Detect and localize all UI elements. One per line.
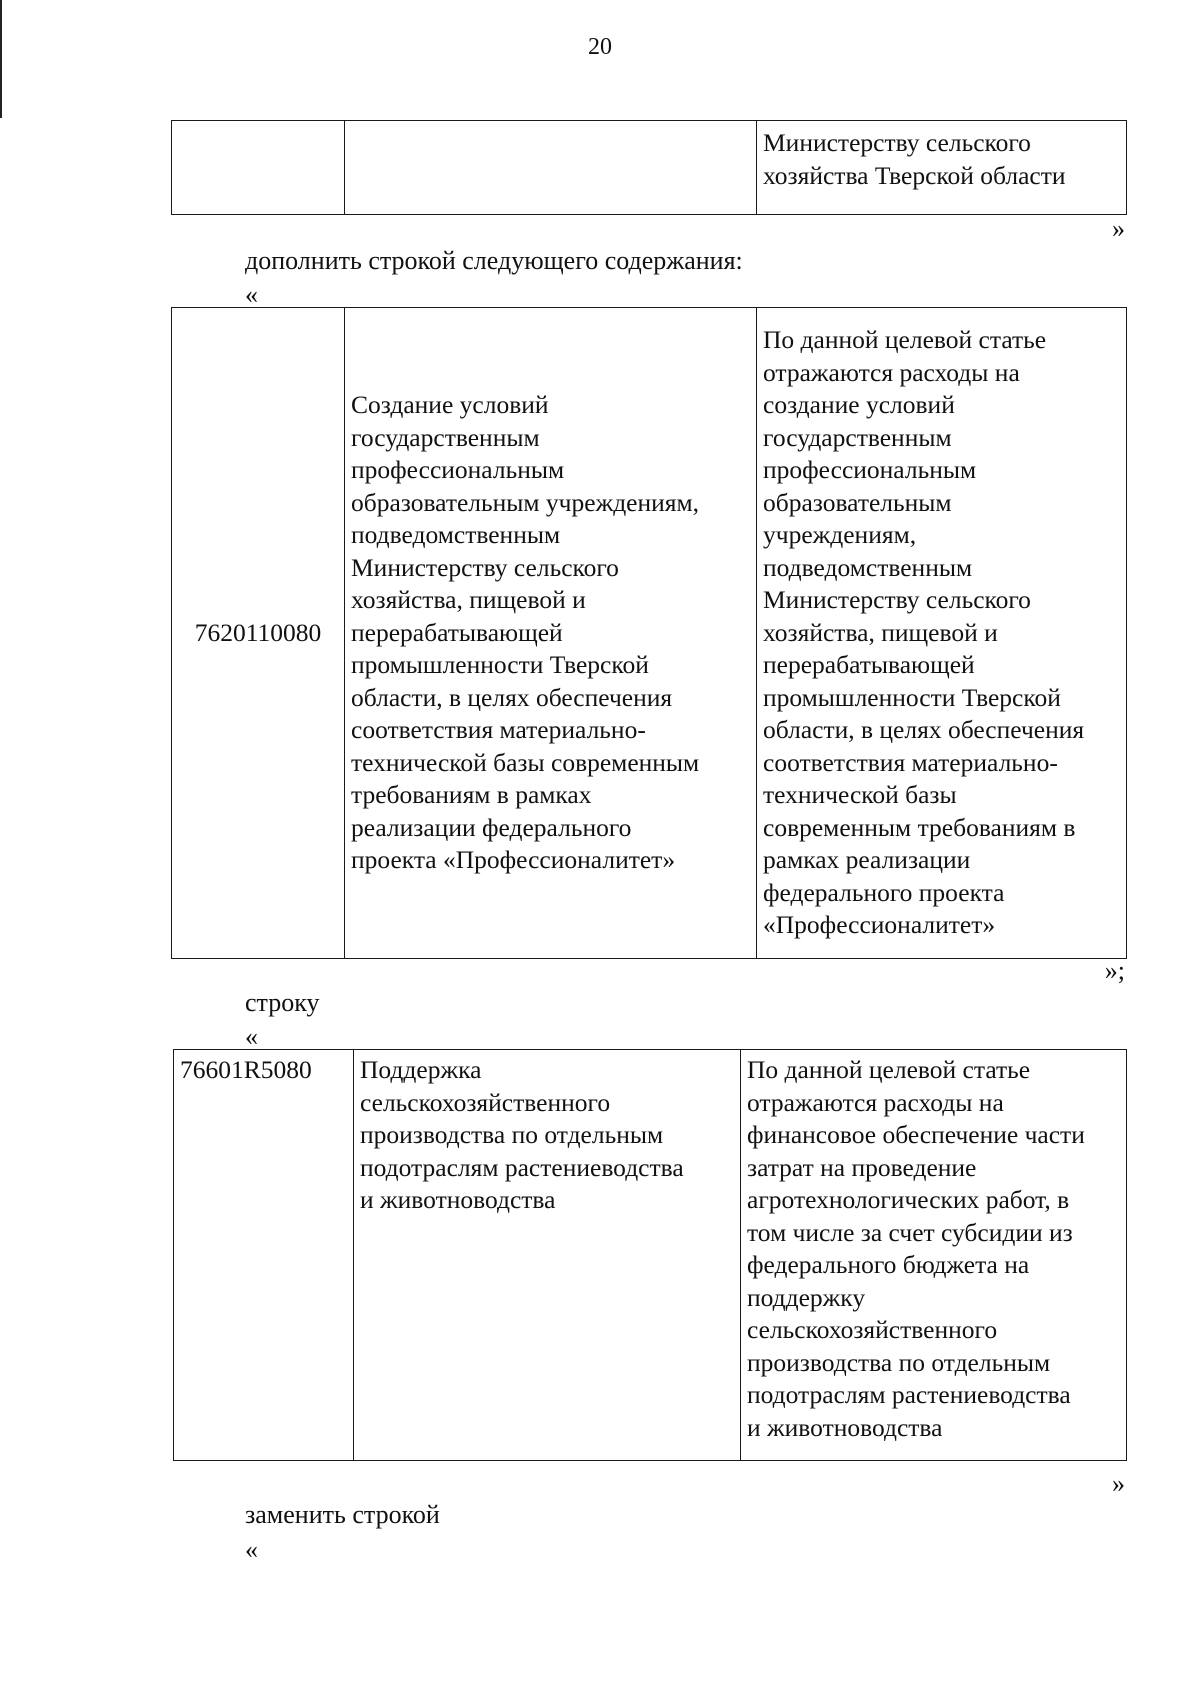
closing-quote: » (1112, 214, 1125, 243)
description-cell (757, 308, 1127, 959)
code-cell (172, 308, 345, 959)
description-text: По данной целевой статье отражаются расходы на создание условий государственным профессиональным образовательным учреждениям, подведомственным Министерству сельского хозяйства, пищевой и перерабатывающей промышленности Тверской области, в целях обеспечения соответствия материально- технической базы современным требованиям в рамках реализации федерального проекта «Профессионалитет» (763, 325, 1085, 940)
closing-quote: »; (1104, 956, 1125, 985)
code-text: 7620110080 (194, 617, 322, 647)
table-new-row (171, 307, 1127, 959)
description-text: Министерству сельского хозяйства Тверской области (763, 128, 1066, 190)
opening-quote: « (245, 280, 258, 309)
name-cell (345, 121, 757, 215)
name-text: Поддержка сельскохозяйственного производства по отдельным подотраслям растениеводства и животноводства (360, 1055, 684, 1214)
code-cell (172, 121, 345, 215)
table-row (172, 308, 1127, 959)
name-cell (354, 1050, 741, 1461)
page-number: 20 (588, 34, 612, 60)
description-cell (757, 121, 1127, 215)
instruction-replace: заменить строкой (245, 1500, 440, 1529)
name-cell (345, 308, 757, 959)
description-text: По данной целевой статье отражаются расходы на финансовое обеспечение части затрат на проведение агротехнологических работ, в том числе за счет субсидии из федерального бюджета на поддержку сельскохозяйственного производства по отдельным подотраслям растениеводства и животноводства (747, 1055, 1085, 1442)
table-row (174, 1050, 1127, 1461)
closing-quote: » (1112, 1469, 1125, 1498)
description-cell (741, 1050, 1127, 1461)
instruction-row: строку (245, 988, 320, 1017)
table-row (172, 121, 1127, 215)
code-cell (174, 1050, 354, 1461)
table-replaced-row (173, 1049, 1127, 1461)
name-text: Создание условий государственным профессиональным образовательным учреждениям, подведомственным Министерству сельского хозяйства, пищевой и перерабатывающей промышленности Тверской области, в целях обеспечения соответствия материально- технической базы современным требованиям в рамках реализации федерального проекта «Профессионалитет» (351, 390, 700, 875)
instruction-add-row: дополнить строкой следующего содержания: (245, 246, 743, 275)
code-text: 76601R5080 (180, 1055, 312, 1084)
opening-quote: « (245, 1535, 258, 1564)
table-fragment-top (171, 120, 1127, 215)
opening-quote: « (245, 1022, 258, 1051)
